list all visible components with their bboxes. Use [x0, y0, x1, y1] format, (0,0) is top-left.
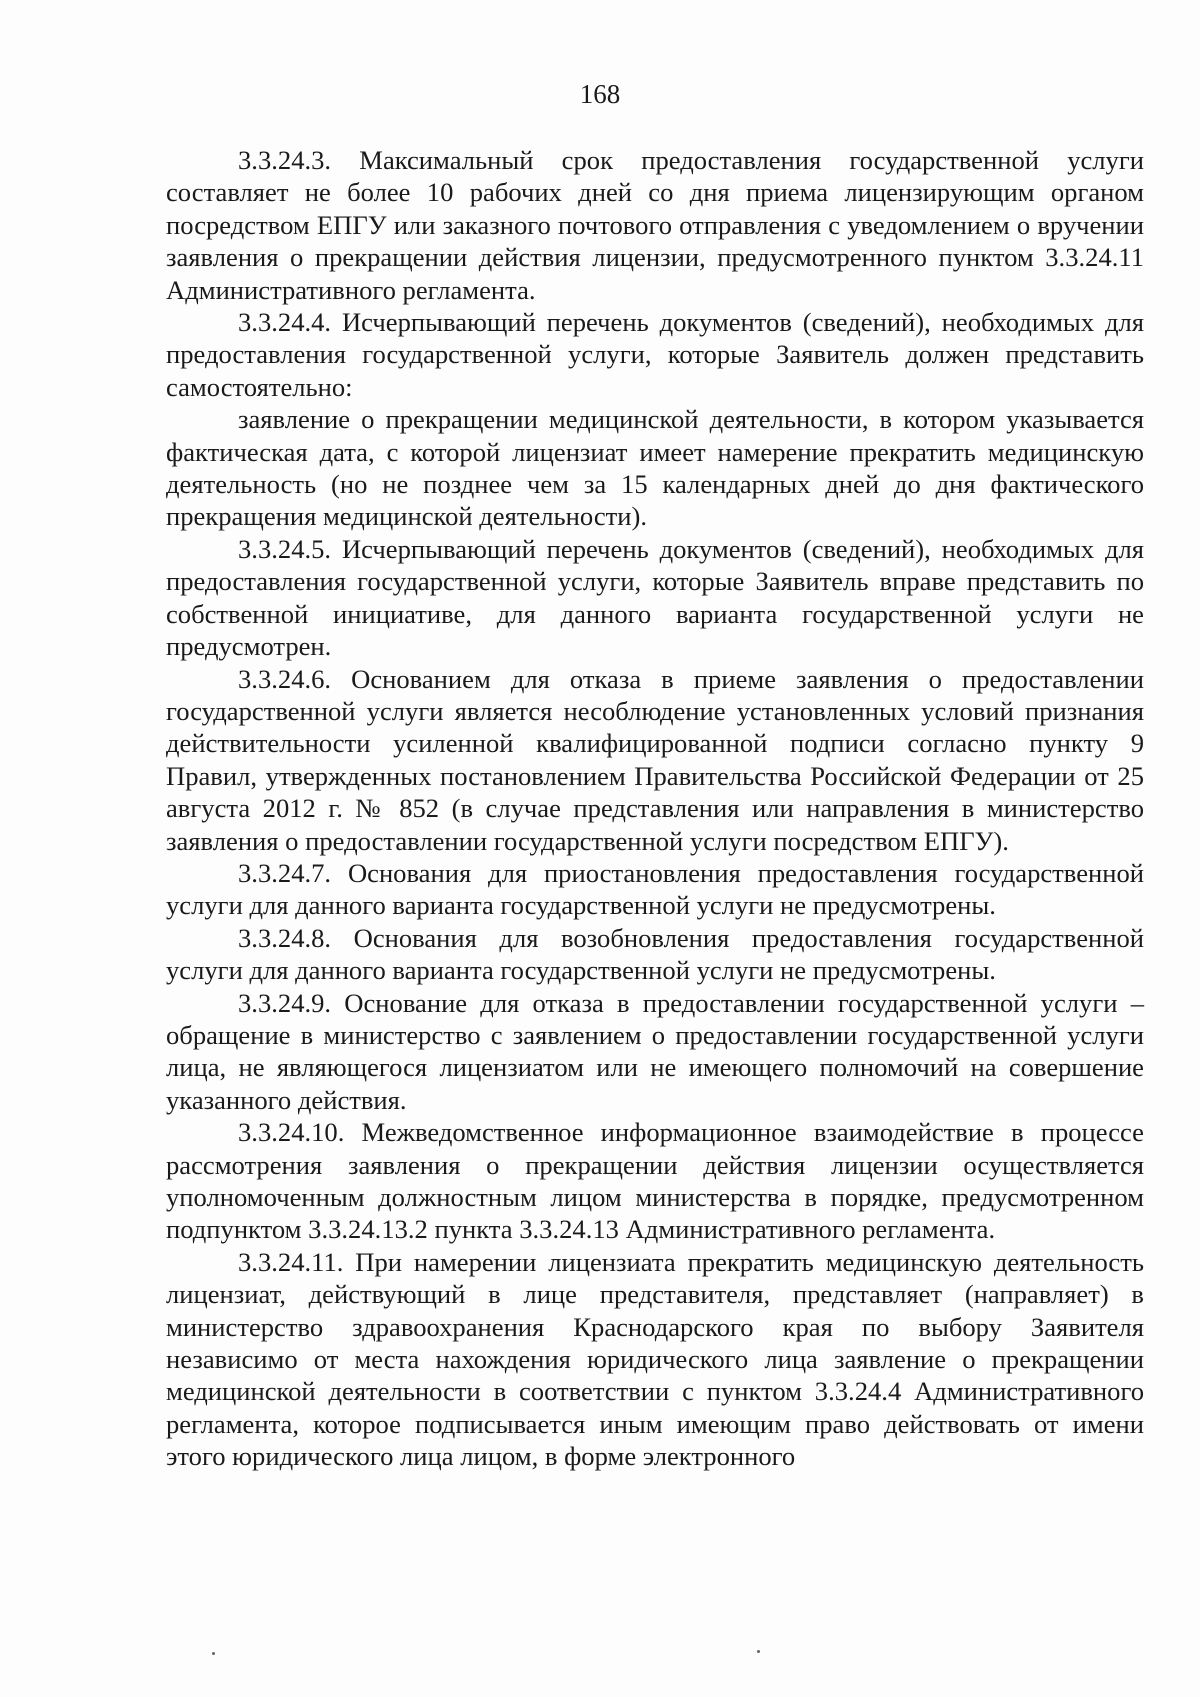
- paragraph-3-3-24-4: 3.3.24.4. Исчерпывающий перечень документов (сведений), необходимых для предоставления государственной услуги, которые Заявитель должен представить самостоятельно:: [166, 307, 1144, 402]
- paragraph-3-3-24-6: 3.3.24.6. Основанием для отказа в приеме заявления о предоставлении государственной услуги является несоблюдение установленных условий признания действительности усиленной квалифицированной подписи согласно пункту 9 Правил, утвержденных постановлением Правительства Российской Федерации от 25 августа 2012 г. № 852 (в случае представления или направления в министерство заявления о предоставлении государственной услуги посредством ЕПГУ).: [166, 663, 1144, 856]
- paragraph-3-3-24-11: 3.3.24.11. При намерении лицензиата прекратить медицинскую деятельность лицензиат, действующий в лице представителя, представляет (направляет) в министерство здравоохранения Краснодарского края по выбору Заявителя независимо от места нахождения юридического лица заявление о прекращении медицинской деятельности в соответствии с пунктом 3.3.24.4 Административного регламента, которое подписывается иным имеющим право действовать от имени этого юридического лица лицом, в форме электронного: [166, 1246, 1144, 1472]
- document-body: [166, 144, 1144, 1473]
- paragraph-3-3-24-3: 3.3.24.3. Максимальный срок предоставления государственной услуги составляет не более 10 рабочих дней со дня приема лицензирующим органом посредством ЕПГУ или заказного почтового отправления с уведомлением о вручении заявления о прекращении действия лицензии, предусмотренного пунктом 3.3.24.11 Административного регламента.: [166, 145, 1144, 305]
- paragraph-3-3-24-10: 3.3.24.10. Межведомственное информационное взаимодействие в процессе рассмотрения заявления о прекращении действия лицензии осуществляется уполномоченным должностным лицом министерства в порядке, предусмотренном подпунктом 3.3.24.13.2 пункта 3.3.24.13 Административного регламента.: [166, 1117, 1144, 1245]
- paragraph-3-3-24-8: 3.3.24.8. Основания для возобновления предоставления государственной услуги для данного варианта государственной услуги не предусмотрены.: [166, 922, 1144, 986]
- paragraph-3-3-24-7: 3.3.24.7. Основания для приостановления предоставления государственной услуги для данного варианта государственной услуги не предусмотрены.: [166, 857, 1144, 921]
- paragraph-application-requirements: заявление о прекращении медицинской деятельности, в котором указывается фактическая дата, с которой лицензиат имеет намерение прекратить медицинскую деятельность (но не позднее чем за 15 календарных дней до дня фактического прекращения медицинской деятельности).: [166, 404, 1144, 532]
- paragraph-3-3-24-5: 3.3.24.5. Исчерпывающий перечень документов (сведений), необходимых для предоставления государственной услуги, которые Заявитель вправе представить по собственной инициативе, для данного варианта государственной услуги не предусмотрен.: [166, 533, 1144, 662]
- paragraph-3-3-24-9: 3.3.24.9. Основание для отказа в предоставлении государственной услуги – обращение в министерство с заявлением о предоставлении государственной услуги лица, не являющегося лицензиатом или не имеющего полномочий на совершение указанного действия.: [166, 987, 1144, 1115]
- scan-speck: [757, 1650, 760, 1653]
- page-number: 168: [579, 79, 621, 109]
- scan-speck: [212, 1652, 215, 1655]
